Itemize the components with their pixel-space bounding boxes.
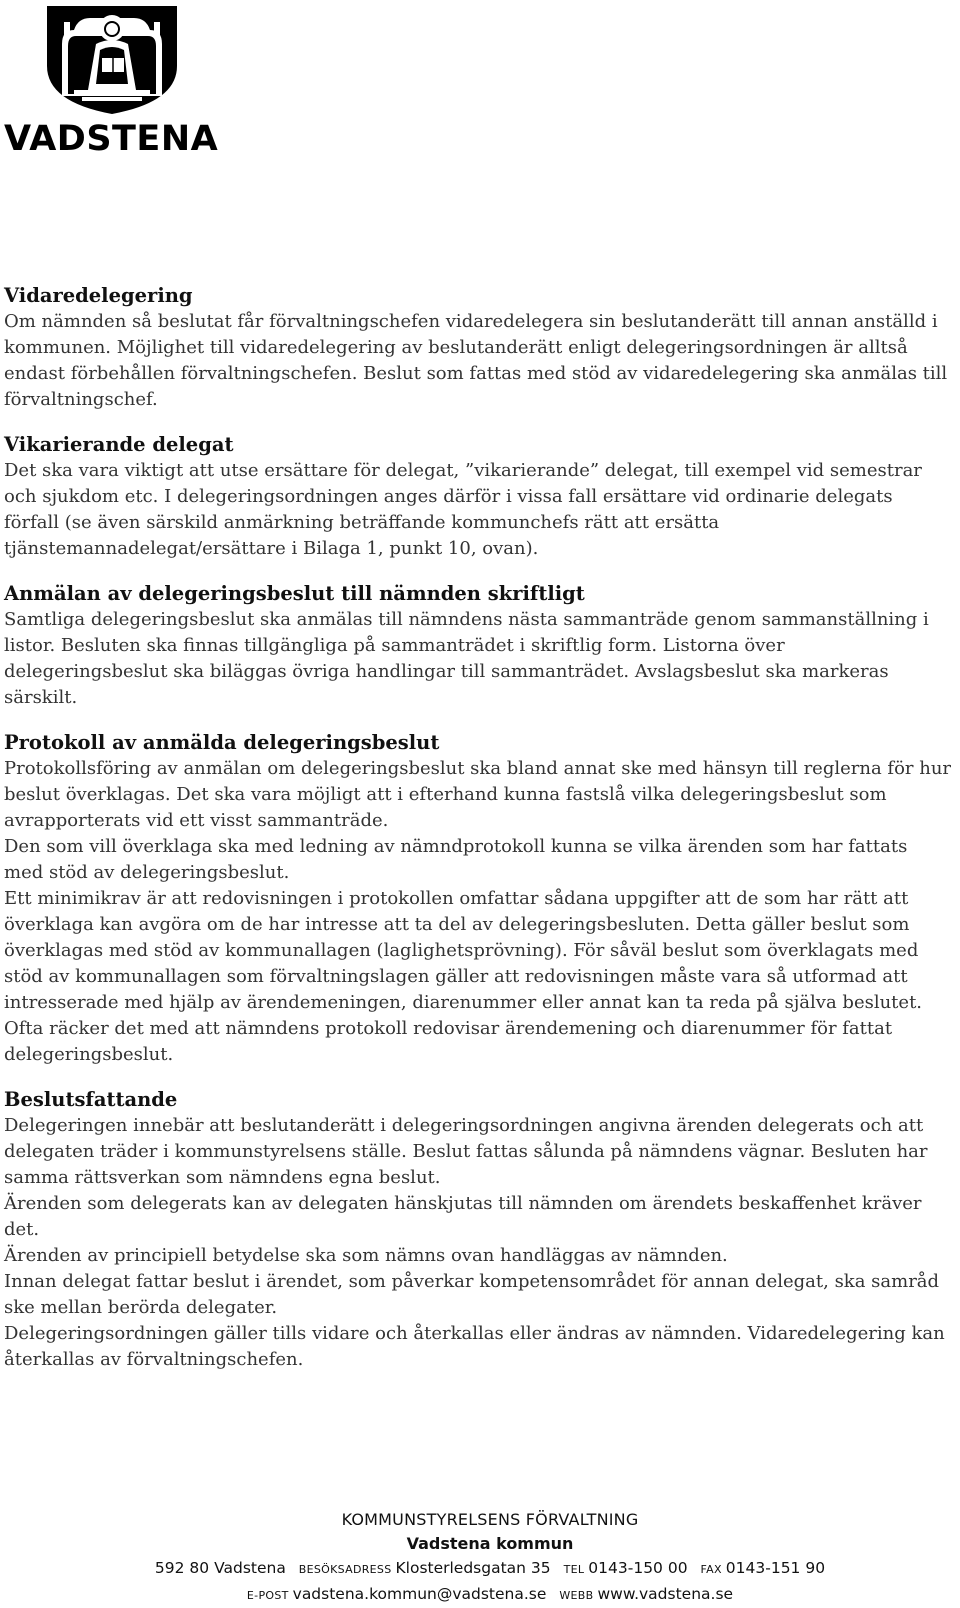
footer-address-row bbox=[140, 1556, 840, 1582]
footer-tel: 0143-150 00 bbox=[588, 1559, 688, 1577]
vadstena-coat-of-arms-icon bbox=[44, 4, 184, 116]
section-heading: Vikarierande delegat bbox=[4, 433, 234, 456]
paragraph: Protokollsföring av anmälan om delegeringsbeslut ska bland annat ske med hänsyn till reglerna för hur beslut överklagas. Det ska vara möjligt att i efterhand kunna fastslå vilka delegeringsbeslut som avrapporterats vid ett visst sammanträde. bbox=[4, 758, 952, 831]
paragraph: Den som vill överklaga ska med ledning av nämndprotokoll kunna se vilka ärenden som har fattats med stöd av delegeringsbeslut. bbox=[4, 836, 908, 883]
page-footer bbox=[140, 1508, 840, 1608]
municipality-logo bbox=[4, 4, 219, 159]
paragraph: Innan delegat fattar beslut i ärendet, som påverkar kompetensområdet för annan delegat, ska samråd ske mellan berörda delegater. bbox=[4, 1271, 940, 1318]
section-protokoll bbox=[4, 729, 952, 1068]
footer-email-label: E-POST bbox=[246, 1589, 289, 1602]
paragraph: Delegeringen innebär att beslutanderätt i delegeringsordningen angivna ärenden delegerats och att delegaten träder i kommunstyrelsens ställe. Beslut fattas sålunda på nämndens vägnar. Besluten har samma rättsverkan som nämndens egna beslut. bbox=[4, 1115, 928, 1188]
paragraph: Ett minimikrav är att redovisningen i protokollen omfattar sådana uppgifter att de som har rätt att överklaga kan avgöra om de har intresse att ta del av delegeringsbesluten. Detta gäller beslut som överklagas med stöd av kommunallagen (laglighetsprövning). För såväl beslut som överklagats med stöd av kommunallagen som förvaltningslagen gäller att redovisningen måste vara så utformad att intresserade med hjälp av ärendemeningen, diarenummer eller annat kan ta reda på själva beslutet. Ofta räcker det med att nämndens protokoll redovisar ärendemening och diarenummer för fattat delegeringsbeslut. bbox=[4, 888, 923, 1065]
paragraph: Samtliga delegeringsbeslut ska anmälas till nämndens nästa sammanträde genom sammanställning i listor. Besluten ska finnas tillgängliga på sammanträdet i skriftlig form. Listorna över delegeringsbeslut ska biläggas övriga handlingar till sammanträdet. Avslagsbeslut ska markeras särskilt. bbox=[4, 609, 929, 708]
paragraph: Det ska vara viktigt att utse ersättare för delegat, ”vikarierande” delegat, till exempel vid semestrar och sjukdom etc. I delegeringsordningen anges därför i vissa fall ersättare vid ordinarie delegats förfall (se även särskild anmärkning beträffande kommunchefs rätt att ersätta tjänstemannadelegat/ersättare i Bilaga 1, punkt 10, ovan). bbox=[4, 460, 922, 559]
footer-visit-label: BESÖKSADRESS bbox=[298, 1563, 392, 1576]
footer-tel-label: TEL bbox=[563, 1563, 585, 1576]
section-heading: Protokoll av anmälda delegeringsbeslut bbox=[4, 731, 440, 754]
paragraph: Om nämnden så beslutat får förvaltningschefen vidaredelegera sin beslutanderätt till annan anställd i kommunen. Möjlighet till vidaredelegering av beslutanderätt enligt delegeringsordningen är alltså endast förbehållen förvaltningschefen. Beslut som fattas med stöd av vidaredelegering ska anmälas till förvaltningschef. bbox=[4, 311, 948, 410]
footer-postal: 592 80 Vadstena bbox=[154, 1559, 286, 1577]
footer-organization: Vadstena kommun bbox=[406, 1534, 574, 1553]
section-vidaredelegering bbox=[4, 282, 952, 413]
section-heading: Anmälan av delegeringsbeslut till nämnden skriftligt bbox=[4, 582, 585, 605]
paragraph: Ärenden av principiell betydelse ska som nämns ovan handläggas av nämnden. bbox=[4, 1245, 728, 1266]
section-anmalan bbox=[4, 580, 952, 711]
section-beslutsfattande bbox=[4, 1086, 952, 1373]
document-body bbox=[4, 282, 952, 1391]
footer-fax: 0143-151 90 bbox=[725, 1559, 826, 1577]
section-vikarierande-delegat bbox=[4, 431, 952, 562]
footer-web-link[interactable]: www.vadstena.se bbox=[597, 1585, 734, 1603]
paragraph: Ärenden som delegerats kan av delegaten hänskjutas till nämnden om ärendets beskaffenhet kräver det. bbox=[4, 1193, 922, 1240]
section-heading: Beslutsfattande bbox=[4, 1088, 178, 1111]
paragraph: Delegeringsordningen gäller tills vidare och återkallas eller ändras av nämnden. Vidaredelegering kan återkallas av förvaltningschefen. bbox=[4, 1323, 945, 1370]
footer-visit-address: Klosterledsgatan 35 bbox=[395, 1559, 551, 1577]
logo-wordmark: VADSTENA bbox=[4, 119, 219, 159]
footer-fax-label: FAX bbox=[700, 1563, 722, 1576]
footer-email-link[interactable]: vadstena.kommun@vadstena.se bbox=[292, 1585, 547, 1603]
footer-department: KOMMUNSTYRELSENS FÖRVALTNING bbox=[341, 1510, 639, 1529]
footer-web-label: WEBB bbox=[559, 1589, 594, 1602]
section-heading: Vidaredelegering bbox=[4, 284, 193, 307]
footer-contact-row bbox=[140, 1582, 840, 1608]
